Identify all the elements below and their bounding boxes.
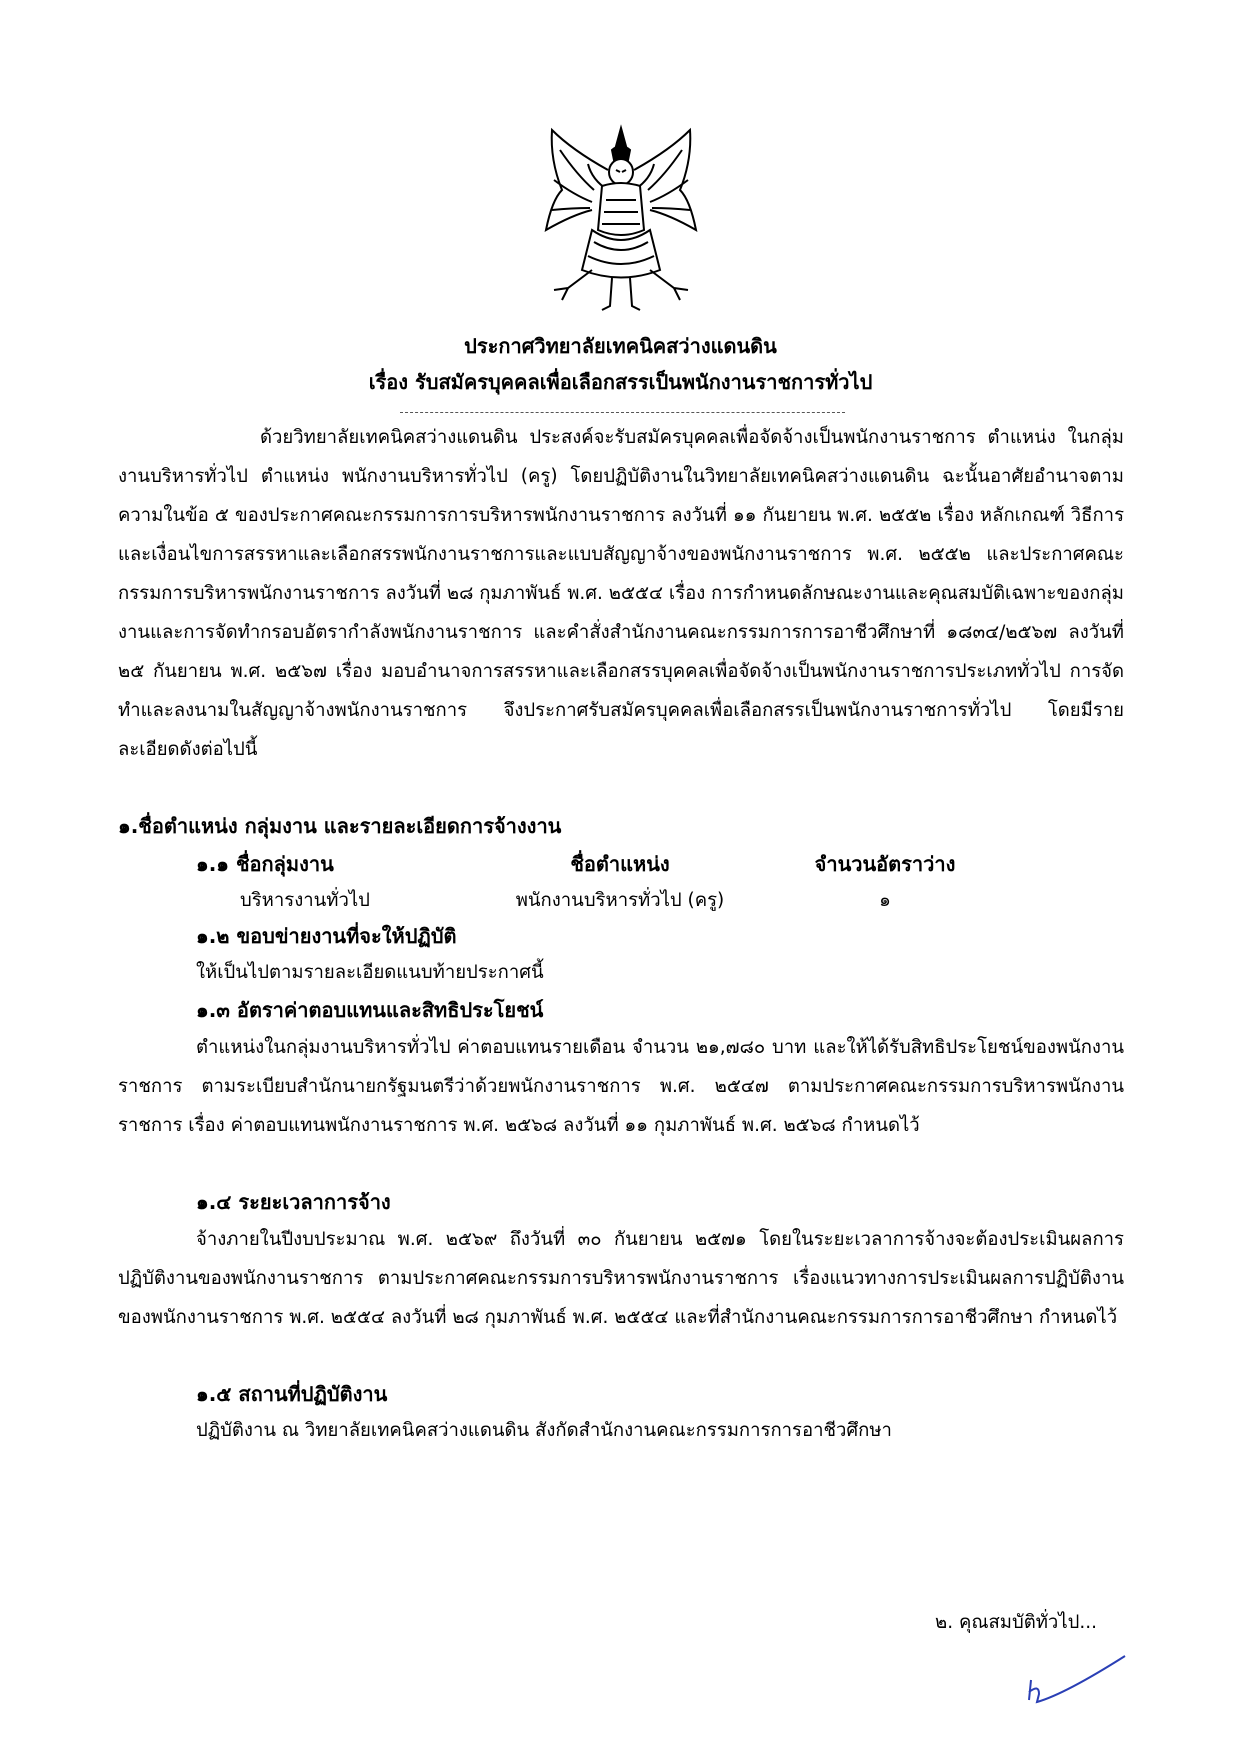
announcement-title: ประกาศวิทยาลัยเทคนิคสว่างแดนดิน <box>464 334 777 358</box>
section-1-3-heading: ๑.๓ อัตราค่าตอบแทนและสิทธิประโยชน์ <box>196 998 544 1022</box>
section-1-4-text: จ้างภายในปีงบประมาณ พ.ศ. ๒๕๖๙ ถึงวันที่ ๓๐ กันยายน ๒๕๗๑ โดยในระยะเวลาการจ้างจะต้องประเมินผลการปฏิบัติงานของพนักงานราชการ ตามประกาศคณะกรรมการบริหารพนักงานราชการ เรื่องแนวทางการประเมินผลการปฏิบัติงานของพนักงานราชการ พ.ศ. ๒๕๕๔ ลงวันที่ ๒๘ กุมภาพันธ์ พ.ศ. ๒๕๕๔ และที่สำนักงานคณะกรรมการการอาชีวศึกษา กำหนดไว้ <box>118 1229 1124 1328</box>
section-1-2-text: ให้เป็นไปตามรายละเอียดแนบท้ายประกาศนี้ <box>196 962 544 983</box>
row-group-value: บริหารงานทั่วไป <box>240 890 370 911</box>
col-position-heading: ชื่อตำแหน่ง <box>570 852 670 876</box>
garuda-emblem-icon <box>532 120 710 312</box>
section-1-heading: ๑.ชื่อตำแหน่ง กลุ่มงาน และรายละเอียดการจ้างงาน <box>118 814 562 838</box>
row-position-value: พนักงานบริหารทั่วไป (ครู) <box>515 890 725 911</box>
col-group-heading: ๑.๑ ชื่อกลุ่มงาน <box>196 852 334 876</box>
section-1-2-heading: ๑.๒ ขอบข่ายงานที่จะให้ปฏิบัติ <box>196 924 457 948</box>
title-divider <box>400 412 845 413</box>
announcement-subject: เรื่อง รับสมัครบุคคลเพื่อเลือกสรรเป็นพนักงานราชการทั่วไป <box>368 370 873 394</box>
section-1-5-heading: ๑.๕ สถานที่ปฏิบัติงาน <box>196 1382 388 1406</box>
section-1-3-text: ตำแหน่งในกลุ่มงานบริหารทั่วไป ค่าตอบแทนรายเดือน จำนวน ๒๑,๗๘๐ บาท และให้ได้รับสิทธิประโยชน์ของพนักงานราชการ ตามระเบียบสำนักนายกรัฐมนตรีว่าด้วยพนักงานราชการ พ.ศ. ๒๕๔๗ ตามประกาศคณะกรรมการบริหารพนักงานราชการ เรื่อง ค่าตอบแทนพนักงานราชการ พ.ศ. ๒๕๖๘ ลงวันที่ ๑๑ กุมภาพันธ์ พ.ศ. ๒๕๖๘ กำหนดไว้ <box>118 1037 1124 1136</box>
col-vacancies-heading: จำนวนอัตราว่าง <box>814 852 956 876</box>
section-1-5-text: ปฏิบัติงาน ณ วิทยาลัยเทคนิคสว่างแดนดิน สังกัดสำนักงานคณะกรรมการการอาชีวศึกษา <box>196 1420 892 1441</box>
intro-paragraph: ด้วยวิทยาลัยเทคนิคสว่างแดนดิน ประสงค์จะรับสมัครบุคคลเพื่อจัดจ้างเป็นพนักงานราชการ ตำแหน่ง ในกลุ่มงานบริหารทั่วไป ตำแหน่ง พนักงานบริหารทั่วไป (ครู) โดยปฏิบัติงานในวิทยาลัยเทคนิคสว่างแดนดิน ฉะนั้นอาศัยอำนาจตามความในข้อ ๕ ของประกาศคณะกรรมการการบริหารพนักงานราชการ ลงวันที่ ๑๑ กันยายน พ.ศ. ๒๕๕๒ เรื่อง หลักเกณฑ์ วิธีการ และเงื่อนไขการสรรหาและเลือกสรรพนักงานราชการและแบบสัญญาจ้างของพนักงานราชการ พ.ศ. ๒๕๕๒ และประกาศคณะกรรมการบริหารพนักงานราชการ ลงวันที่ ๒๘ กุมภาพันธ์ พ.ศ. ๒๕๕๔ เรื่อง การกำหนดลักษณะงานและคุณสมบัติเฉพาะของกลุ่มงานและการจัดทำกรอบอัตรากำลังพนักงานราชการ และคำสั่งสำนักงานคณะกรรมการการอาชีวศึกษาที่ ๑๘๓๔/๒๕๖๗ ลงวันที่ ๒๕ กันยายน พ.ศ. ๒๕๖๗ เรื่อง มอบอำนาจการสรรหาและเลือกสรรบุคคลเพื่อจัดจ้างเป็นพนักงานราชการประเภททั่วไป การจัดทำและลงนามในสัญญาจ้างพนักงานราชการ จึงประกาศรับสมัครบุคคลเพื่อเลือกสรรเป็นพนักงานราชการทั่วไป โดยมีรายละเอียดดังต่อไปนี้ <box>118 427 1124 760</box>
row-vacancies-value: ๑ <box>879 890 891 911</box>
section-1-4-heading: ๑.๔ ระยะเวลาการจ้าง <box>196 1190 391 1214</box>
signature-mark <box>1025 1650 1145 1710</box>
continuation-note: ๒. คุณสมบัติทั่วไป... <box>935 1612 1098 1633</box>
